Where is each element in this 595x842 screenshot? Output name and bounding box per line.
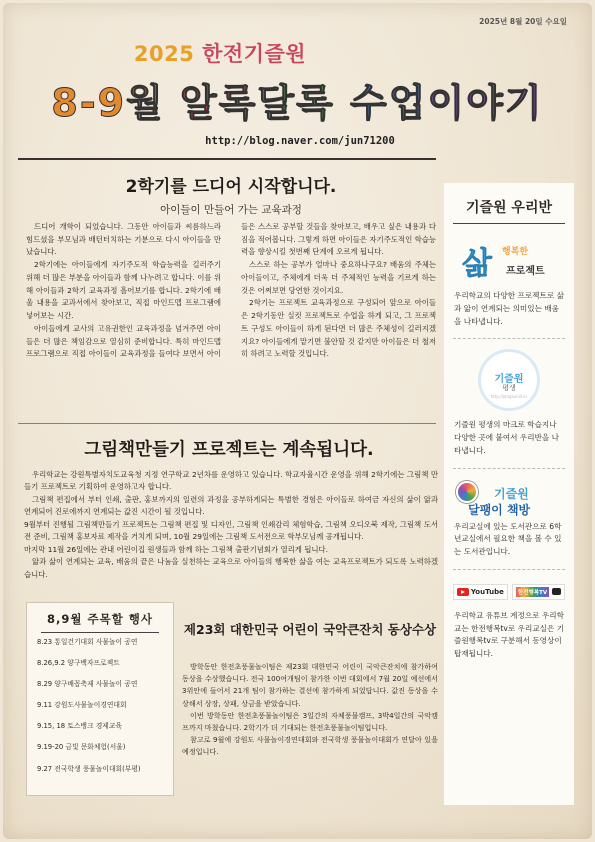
sidebar-dashed-divider [453, 338, 565, 339]
title-class-name: 한전기즐원 [202, 42, 307, 66]
youtube-badge[interactable] [453, 584, 508, 600]
event-item: 9.27 전국학생 풍물놀이대회(부평) [37, 764, 141, 773]
section1-body [26, 221, 436, 361]
event-item: 9.19-20 금빛 문화체험(서울) [37, 743, 126, 752]
title-part: 수업 [334, 81, 428, 125]
award-body [182, 661, 438, 759]
class-mark-line3: http://jangsunill.kr [490, 394, 528, 400]
paragraph: 드디어 개학이 되었습니다. 그동안 아이들과 씨름하느라 힘드셨을 부모님과 배턴터치하는 기분으로 다시 아이들을 만났습니다. [26, 222, 221, 257]
sidebar-dashed-divider [453, 468, 565, 469]
event-item: 8.26,9.2 양구백자프로젝트 [37, 659, 120, 668]
channel-badge[interactable] [512, 584, 565, 600]
bookstore-description: 우리교실에 있는 도서관으로 6학년교실에서 필요한 책을 볼 수 있는 도서관입니다. [454, 521, 562, 556]
title-line-1 [0, 38, 440, 68]
blog-url-link[interactable]: http://blog.naver.com/jun71200 [205, 135, 395, 147]
newsletter-title [0, 72, 595, 127]
event-item: 9.15, 18 토스뱅크 경제교육 [37, 722, 122, 731]
paragraph: 우리학교는 강원특별자치도교육청 지정 연구학교 2년차를 운영하고 있습니다. 학교자율시간 운영을 위해 2학기에는 그림책 만들기 프로젝트로 기획하여 운영하고자 합니다. [24, 470, 438, 492]
title-part: 달록 [257, 81, 335, 125]
title-part: 알록 [164, 81, 258, 125]
paragraph: 2학기에는 아이들에게 자기주도적 학습능력을 길러주기 위해 더 많은 부분을 아이들과 함께 나누려고 합니다. 이를 위해 아이들과 2학기 교육과정 흘어보기를 합니다. 2학기에 배울 내용을 교과서에서 찾아보고, 직접 마인드맵 프로그램에 넣어보는 시간. [26, 260, 221, 321]
paragraph: 이번 방학동안 한전초풍물놀이팀은 3일간의 자체풍물캠프, 3박4일간의 국악캠프까지 마쳤습니다. 2학기가 더 기대되는 한전초풍물놀이팀입니다. [182, 710, 438, 732]
snail-icon [456, 481, 478, 503]
events-box [26, 602, 174, 796]
title-divider [18, 158, 436, 160]
section1-subtitle: 아이들이 만들어 가는 교육과정 [160, 204, 302, 216]
snail-bookstore-logo [444, 479, 574, 521]
events-list [27, 639, 173, 772]
event-item: 9.11 강원도사물놀이경연대회 [37, 701, 127, 710]
events-divider [41, 632, 159, 633]
award-title: 제23회 대한민국 어린이 국악큰잔치 동상수상 [183, 622, 437, 637]
title-part: 이야기 [427, 81, 544, 125]
class-mark-logo [478, 349, 540, 411]
salm-logo-small: 행복한 [502, 247, 529, 257]
sidebar-dashed-divider [453, 569, 565, 570]
salm-logo-glyph: 삶 [462, 246, 492, 282]
youtube-label: YouTube [470, 587, 504, 596]
snail-logo-line2: 달팽이 책방 [468, 502, 531, 517]
paragraph: 참고로 9월에 강원도 사물놀이경연대회와 전국학생 풍물놀이대회가 연달아 있을 예정입니다. [182, 735, 438, 757]
title-year: 2025 [133, 42, 195, 66]
paragraph: 앎과 삶이 연계되는 교육, 배움의 끝은 나눔을 실천하는 교육으로 아이들의 행복한 삶을 여는 교육프로젝트가 되도록 노력하겠습니다. [24, 557, 438, 579]
snail-logo-line1: 기즐원 [494, 486, 529, 501]
issue-date: 2025년 8월 20일 수요일 [479, 17, 567, 26]
title-part: 8-9월 [51, 81, 165, 125]
section1-title: 2학기를 드디어 시작합니다. [125, 177, 337, 197]
event-item: 8.29 양구배꼽축제 사물놀이 공연 [37, 680, 138, 689]
event-item: 8.23 통일건기대회 사물놀이 공연 [37, 638, 138, 646]
paragraph: 방학동안 한전초풍물놀이팀은 제23회 대한민국 어린이 국악큰잔치에 참가하여 동상을 수상했습니다. 전국 100여개팀이 참가한 이번 대회에서 7월 20일 예선에서 3위안에 들어서 21개 팀이 참가하는 결선에 참가하게 되었답니다. 값진 동상을 수상해서 상장, 상패, 상금을 받았습니다. [182, 662, 438, 708]
section2-body [24, 469, 438, 581]
youtube-logos [444, 584, 574, 600]
paragraph: 그림책 편집에서 부터 인쇄, 출판, 홍보까지의 일련의 과정을 공부하게되는 특별한 경험은 아이들로 하여금 자신의 삶이 앎과 연계되어 진로에까지 연계되는 값진 시간이 될 것입니다. [24, 494, 438, 517]
class-mark-line2: 평생 [502, 384, 516, 393]
salm-logo-label: 프로젝트 [506, 266, 545, 277]
paragraph: 2학기는 프로젝트 교육과정으로 구성되어 앞으로 아이들은 2학기동안 실컷 프로젝트로 수업을 하게 되고, 그 프로젝트 구성도 아이들이 하게 된다면 더 많은 주체성이 길러지겠지요? 아이들에게 맡기면 불안할 것 같지만 아이들은 더 철저히 하려고 노력할 것입니다. [241, 298, 436, 359]
salm-description: 우리학교의 다양한 프로젝트로 삶과 앎이 연계되는 의미있는 배움을 나타냅니다. [454, 291, 564, 326]
channel-label: 한전행복TV [516, 587, 549, 597]
channel-play-icon [552, 588, 561, 595]
paragraph: 9월부터 진행될 그림책만들기 프로젝트는 그림책 편집 및 디자인, 그림책 인쇄감리 체험학습, 그림책 오디오북 제작, 그림책 도서전 준비, 그림책 홍보자료 제작을 거치게 되며, 10월 29일에는 그림책 도서전으로 학부모님께 공개됩니다. [24, 519, 438, 542]
sidebar-divider [453, 223, 565, 224]
sidebar-title: 기즐원 우리반 [465, 200, 553, 216]
paragraph: 아이들에게 교사의 고유권한인 교육과정을 넘겨주면 아이들은 더 많은 책임감으로 열심히 준비합니다. 특히 마인드맵 프로그램으로 직접 아이들이 교육과정을 들여다 보면서 아이들은 스스로 공부할 것들을 찾아보고, 배우고 싶은 내용과 다짐을 적어봅니다. 그렇게 하면 아이들은 자기주도적인 학습능력을 향상시킬 첫번째 단계에 오르게 됩니다. [26, 222, 436, 359]
salm-project-logo [444, 238, 574, 288]
paragraph: 마지막 11월 26일에는 관내 어린이집 원생들과 함께 하는 그림책 출판기념회가 열리게 됩니다. [24, 544, 329, 554]
class-mark-description: 기즐원 평생의 마크로 학습지나 다양한 곳에 붙여서 우리반을 나타냅니다. [454, 420, 560, 455]
section-divider [18, 423, 436, 424]
section2-title: 그림책만들기 프로젝트는 계속됩니다. [84, 440, 374, 460]
events-title: 8,9월 주목할 행사 [46, 612, 154, 626]
youtube-description: 우리학교 유튜브 계정으로 우리학교는 한전행복tv로 우리교실은 기즐원행복tv로 구분해서 동영상이 탑재됩니다. [454, 610, 565, 658]
paragraph: 스스로 하는 공부가 얼마나 중요하나구요? 배움의 주체는 아이들이고, 주체에게 더욱 더 주체적인 능력을 기르게 하는 것은 어쩌보면 당연한 것이지요. [241, 260, 436, 295]
youtube-play-icon [457, 588, 469, 596]
class-mark-line1: 기즐원 [494, 374, 524, 386]
sidebar [444, 183, 574, 805]
